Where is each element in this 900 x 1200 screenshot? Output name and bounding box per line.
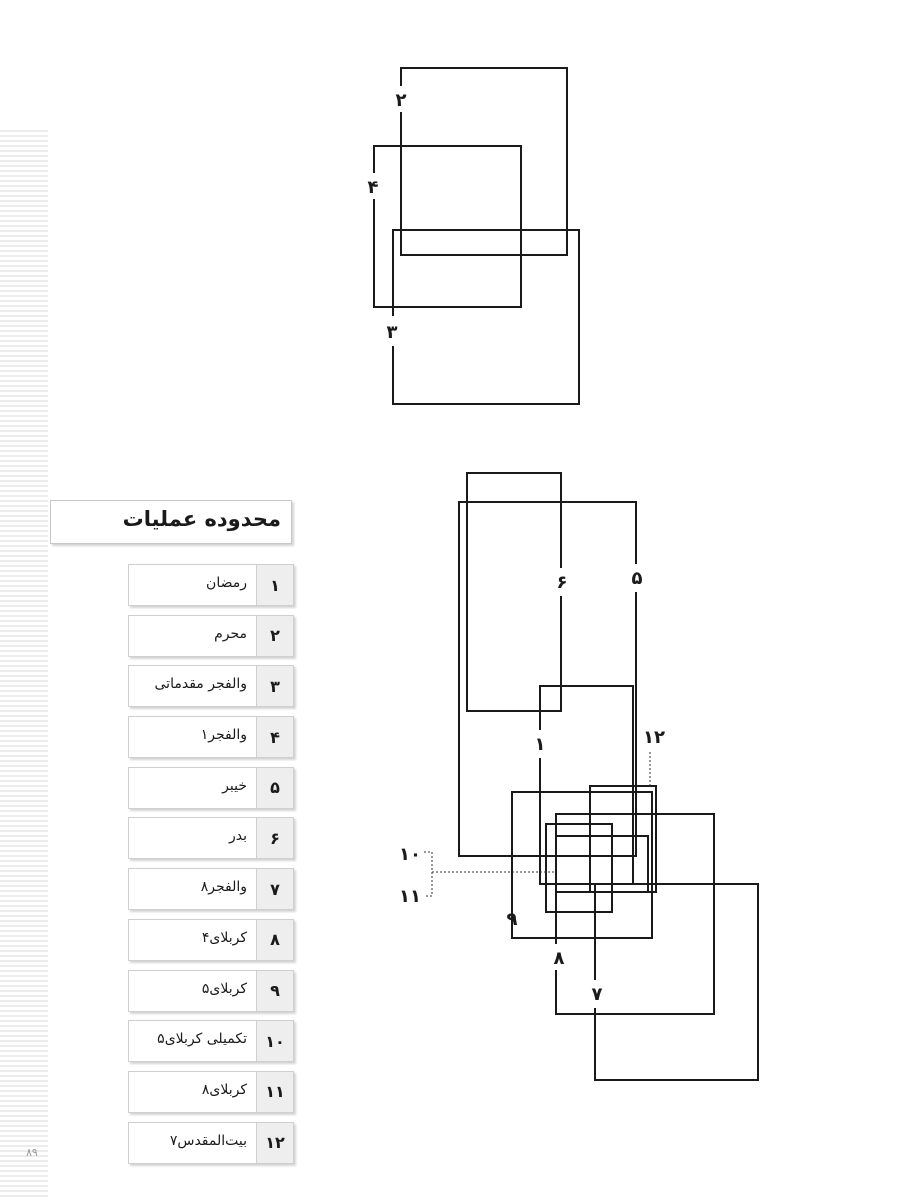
legend-operation-name: بدر: [228, 828, 247, 845]
label-5: ۵: [631, 568, 643, 589]
legend-number: ۱۲: [256, 1123, 293, 1163]
legend-number: ۴: [256, 717, 293, 757]
legend-title: محدوده عملیات: [122, 507, 281, 531]
legend-row: [128, 817, 294, 859]
area-7-rect: [595, 884, 758, 1080]
legend-number: ۹: [256, 971, 293, 1011]
label-2: ۲: [395, 90, 407, 111]
label-1: ۱: [534, 734, 546, 755]
legend-operation-name: محرم: [214, 625, 247, 642]
legend-row: [128, 716, 294, 758]
legend-row: [128, 868, 294, 910]
label-6: ۶: [556, 572, 568, 593]
legend-list: [128, 564, 294, 1172]
area-2-rect: [401, 68, 567, 255]
legend-row: [128, 1020, 294, 1062]
legend-number: ۶: [256, 818, 293, 858]
legend-operation-name: کربلای۸: [201, 1081, 247, 1098]
area-5-rect: [459, 502, 636, 856]
legend-number: ۱۱: [256, 1072, 293, 1112]
legend-number: ۱: [256, 565, 293, 605]
label-10: ۱۰: [399, 844, 421, 865]
legend-operation-name: بیت‌المقدس۷: [169, 1132, 247, 1149]
label-11: ۱۱: [399, 886, 421, 907]
legend-row: [128, 665, 294, 707]
legend-operation-name: کربلای۴: [201, 929, 247, 946]
label-8: ۸: [553, 948, 565, 969]
legend-operation-name: تکمیلی کربلای۵: [157, 1031, 247, 1048]
label-9: ۹: [506, 909, 518, 930]
legend-number: ۳: [256, 666, 293, 706]
legend-operation-name: خیبر: [222, 777, 247, 794]
area-3-rect: [393, 230, 579, 404]
area-12-rect: [590, 786, 656, 892]
label-3: ۳: [386, 322, 398, 343]
legend-row: [128, 615, 294, 657]
legend-number: ۵: [256, 768, 293, 808]
legend-operation-name: والفجر۱: [200, 727, 247, 744]
page-number: ۸۹: [26, 1146, 38, 1159]
legend-operation-name: والفجر۸: [200, 879, 247, 896]
label-12: ۱۲: [643, 727, 665, 748]
label-7: ۷: [591, 984, 603, 1005]
legend-row: [128, 970, 294, 1012]
area-4-rect: [374, 146, 521, 307]
legend-number: ۱۰: [256, 1021, 293, 1061]
legend-row: [128, 767, 294, 809]
legend-number: ۲: [256, 616, 293, 656]
legend-row: [128, 564, 294, 606]
legend-operation-name: کربلای۵: [201, 980, 247, 997]
legend-number: ۷: [256, 869, 293, 909]
label-4: ۴: [367, 177, 379, 198]
legend-operation-name: رمضان: [206, 575, 247, 591]
legend-row: [128, 1071, 294, 1113]
area-6-rect: [467, 473, 561, 711]
legend-row: [128, 919, 294, 961]
legend-operation-name: والفجر مقدماتی: [154, 676, 247, 693]
label-10-11-connector: [424, 852, 432, 896]
legend-row: [128, 1122, 294, 1164]
legend-header: [50, 500, 292, 544]
legend-number: ۸: [256, 920, 293, 960]
